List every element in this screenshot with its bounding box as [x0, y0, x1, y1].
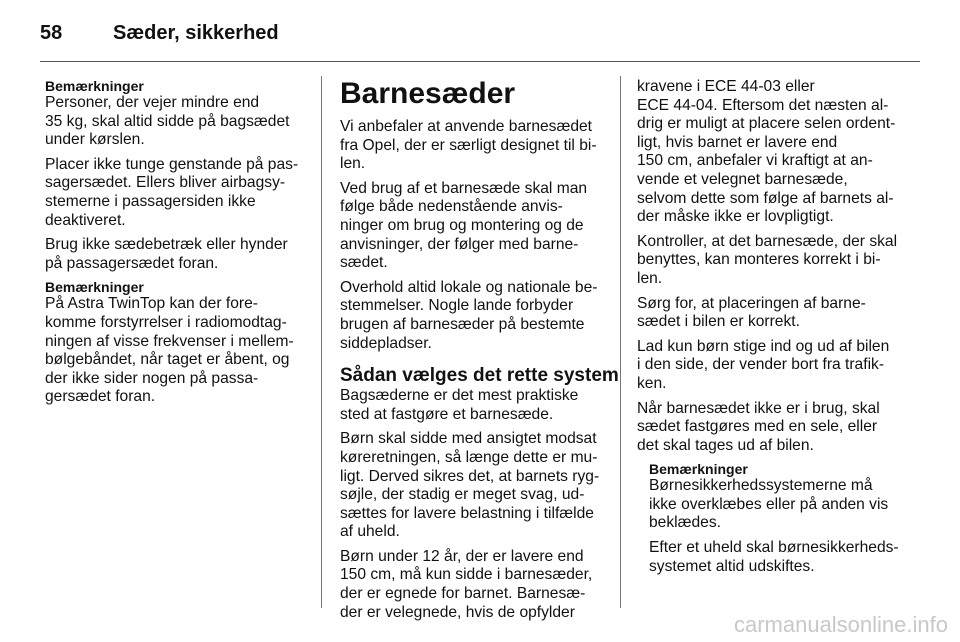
- text-line: selvom dette som følge af barnets al-: [637, 189, 894, 207]
- paragraph: [637, 295, 903, 332]
- text-line: sædet.: [340, 254, 388, 272]
- text-line: Personer, der vejer mindre end: [45, 94, 260, 111]
- paragraph: [637, 338, 903, 394]
- text-line: len.: [637, 269, 663, 287]
- paragraph: [340, 118, 605, 174]
- text-line: Overhold altid lokale og nationale be-: [340, 278, 598, 296]
- heading-barnesaeder: Barnesæder: [340, 77, 516, 110]
- paragraph: [649, 539, 903, 576]
- text-line: Børn skal sidde med ansigtet modsat: [340, 430, 597, 448]
- text-line: ligt, hvis barnet er lavere end: [637, 133, 838, 151]
- note-block: [45, 279, 307, 407]
- text-line: Kontroller, at det barnesæde, der skal: [637, 232, 898, 250]
- section-title: Sæder, sikkerhed: [113, 22, 279, 44]
- text-line: under kørslen.: [45, 131, 145, 149]
- paragraph: [340, 279, 605, 353]
- text-line: der ikke sider nogen på passa-: [45, 369, 259, 387]
- text-line: anvisninger, der følger med barne-: [340, 235, 579, 253]
- text-line: der måske ikke er lovpligtigt.: [637, 208, 834, 226]
- text-line: ningen af visse frekvenser i mellem-: [45, 332, 294, 350]
- text-line: Lad kun børn stige ind og ud af bilen: [637, 337, 890, 355]
- paragraph: [649, 477, 903, 533]
- text-line: deaktiveret.: [45, 211, 126, 229]
- column-right: [637, 78, 903, 582]
- paragraph: [340, 548, 605, 622]
- paragraph: [340, 180, 605, 273]
- text-line: brugen af barnesæder på bestemte: [340, 315, 585, 333]
- text-line: der er egnede for barnet. Barnesæ-: [340, 585, 586, 603]
- note-title: Bemærkninger: [649, 461, 748, 478]
- paragraph: [340, 387, 605, 424]
- text-line: der er velegnede, hvis de opfylder: [340, 603, 575, 621]
- text-line: køreretningen, så længe dette er mu-: [340, 448, 598, 466]
- text-line: len.: [340, 155, 366, 173]
- text-line: komme forstyrrelser i radiomodtag-: [45, 313, 287, 331]
- text-line: benyttes, kan monteres korrekt i bi-: [637, 251, 881, 269]
- column-left: [45, 78, 307, 413]
- text-line: Børn under 12 år, der er lavere end: [340, 547, 584, 565]
- text-line: Efter et uheld skal børnesikkerheds-: [649, 539, 899, 557]
- text-line: På Astra TwinTop kan der fore-: [45, 295, 258, 313]
- text-line: 150 cm, anbefaler vi kraftigt at an-: [637, 152, 873, 170]
- text-line: af uheld.: [340, 523, 400, 541]
- text-line: sædet fastgøres med en sele, eller: [637, 418, 878, 436]
- text-line: på passagersædet foran.: [45, 254, 219, 272]
- note-block: [45, 78, 307, 150]
- header-rule: [40, 61, 920, 62]
- text-line: Bagsæderne er det mest praktiske: [340, 387, 579, 405]
- text-line: 150 cm, må kun sidde i barnesæder,: [340, 566, 593, 584]
- paragraph: [637, 78, 903, 227]
- text-line: Når barnesædet ikke er i brug, skal: [637, 399, 880, 417]
- watermark: carmanualsonline.info: [733, 612, 948, 637]
- text-line: i den side, der vender bort fra trafik-: [637, 356, 885, 374]
- column-divider: [620, 76, 621, 608]
- text-line: beklædes.: [649, 514, 721, 532]
- text-line: søjle, der stadig er meget svag, ud-: [340, 486, 585, 504]
- column-middle: [340, 77, 619, 628]
- text-line: ninger om brug og montering og de: [340, 216, 584, 234]
- heading-choose-system: Sådan vælges det rette system: [340, 365, 619, 387]
- text-line: sagersædet. Ellers bliver airbagsy-: [45, 174, 286, 192]
- paragraph: [340, 430, 605, 542]
- text-line: Børnesikkerhedssystemerne må: [649, 477, 873, 495]
- text-line: bølgebåndet, når taget er åbent, og: [45, 351, 290, 369]
- text-line: siddepladser.: [340, 334, 432, 352]
- column-divider: [321, 76, 322, 608]
- text-line: fra Opel, der er særligt designet til bi-: [340, 136, 597, 154]
- text-line: stemmelser. Nogle lande forbyder: [340, 297, 574, 315]
- text-line: sættes for lavere belastning i tilfælde: [340, 504, 594, 522]
- text-line: Vi anbefaler at anvende barnesædet: [340, 118, 592, 135]
- text-line: Sørg for, at placeringen af barne-: [637, 294, 866, 312]
- text-line: kravene i ECE 44-03 eller: [637, 78, 815, 95]
- text-line: drig er muligt at placere selen ordent-: [637, 115, 896, 133]
- text-line: ligt. Derved sikres det, at barnets ryg-: [340, 467, 600, 485]
- note-block: [637, 461, 903, 576]
- text-line: ikke overklæbes eller på anden vis: [649, 495, 889, 513]
- note-title: Bemærkninger: [45, 78, 144, 94]
- paragraph: [637, 233, 903, 289]
- text-line: vende et velegnet barnesæde,: [637, 170, 848, 188]
- text-line: Ved brug af et barnesæde skal man: [340, 179, 588, 197]
- text-line: ken.: [637, 374, 667, 392]
- text-line: Brug ikke sædebetræk eller hynder: [45, 236, 288, 254]
- note-title: Bemærkninger: [45, 279, 144, 296]
- paragraph: [637, 400, 903, 456]
- text-line: sædet i bilen er korrekt.: [637, 313, 800, 331]
- text-line: 35 kg, skal altid sidde på bagsædet: [45, 112, 290, 130]
- paragraph: [45, 156, 307, 230]
- page-number: 58: [40, 22, 63, 44]
- paragraph: [45, 236, 307, 273]
- text-line: ECE 44-04. Eftersom det næsten al-: [637, 96, 889, 114]
- text-line: det skal tages ud af bilen.: [637, 436, 814, 454]
- text-line: stemerne i passagersiden ikke: [45, 192, 256, 210]
- text-line: gersædet foran.: [45, 388, 156, 406]
- text-line: følge både nedenstående anvis-: [340, 198, 563, 216]
- text-line: Placer ikke tunge genstande på pas-: [45, 155, 299, 173]
- text-line: sted at fastgøre et barnesæde.: [340, 405, 554, 423]
- text-line: systemet altid udskiftes.: [649, 557, 815, 575]
